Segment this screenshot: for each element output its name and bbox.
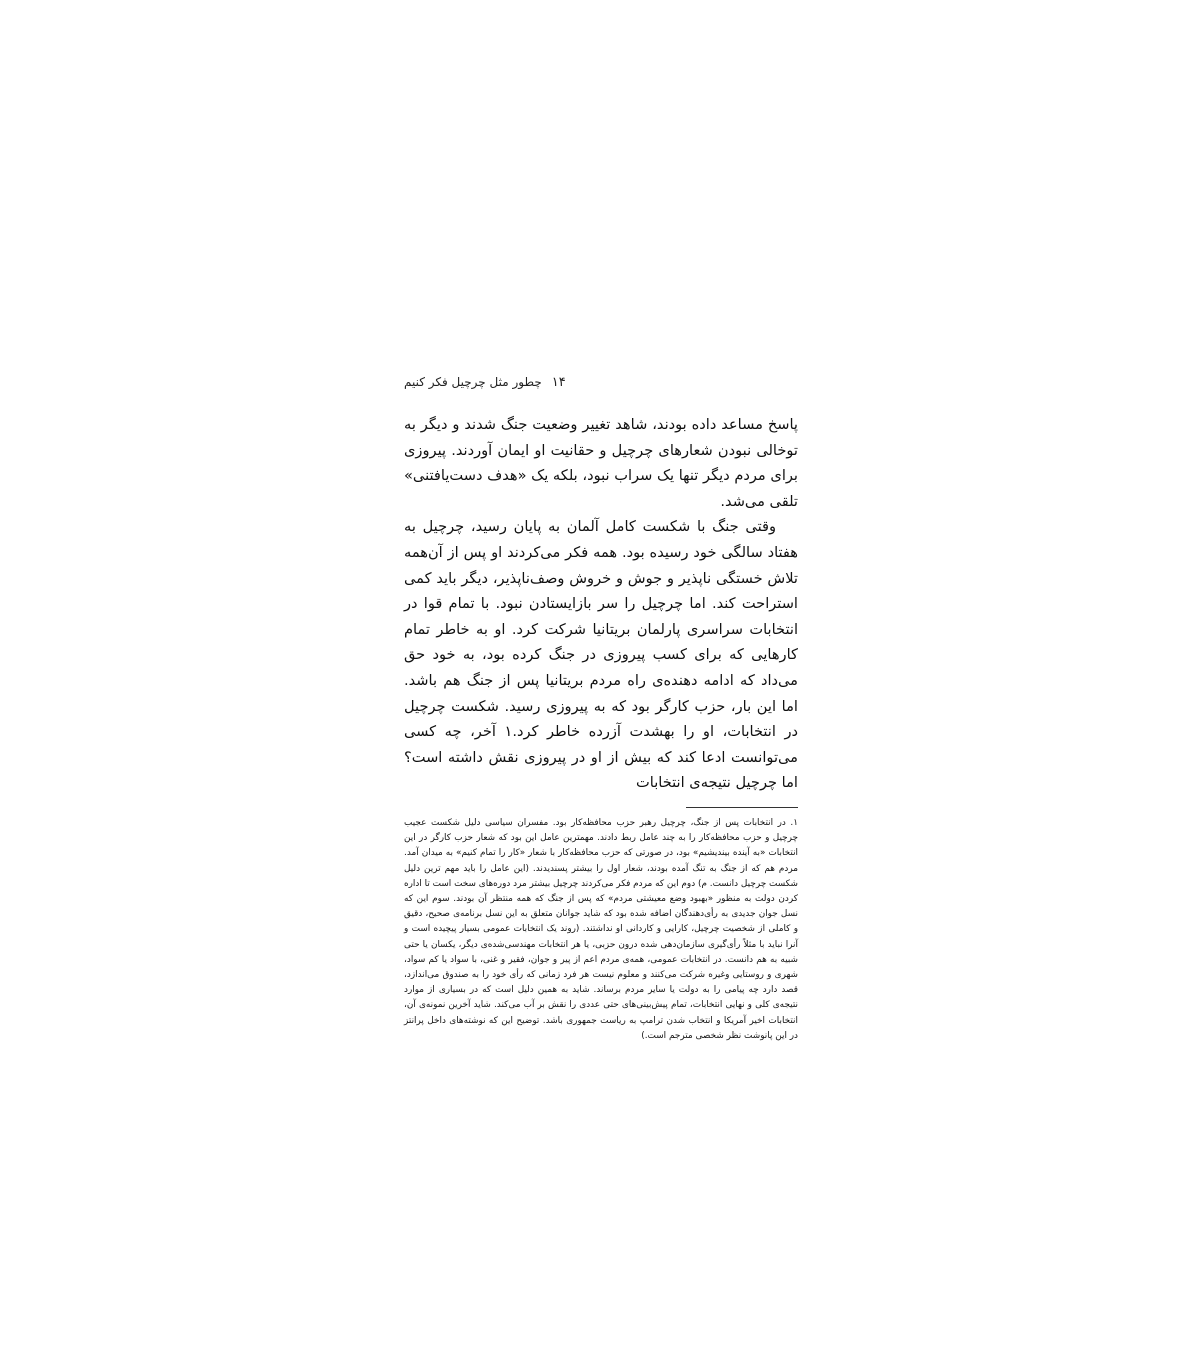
footnote-divider: [686, 807, 798, 808]
running-title: چطور مثل چرچیل فکر کنیم: [404, 375, 542, 389]
body-text: [404, 412, 798, 796]
paragraph: وقتی جنگ با شکست کامل آلمان به پایان رسید، چرچیل به هفتاد سالگی خود رسیده بود. همه فکر می‌کردند او پس از آن‌همه تلاش خستگی ناپذیر و جوش و خروش وصف‌ناپذیر، دیگر باید کمی استراحت کند. اما چرچیل را سر بازایستادن نبود. با تمام قوا در انتخابات سراسری پارلمان بریتانیا شرکت کرد. او به خاطر تمام کارهایی که برای کسب پیروزی در جنگ کرده بود، به خود حق می‌داد که ادامه دهنده‌ی راه مردم بریتانیا پس از جنگ هم باشد. اما این بار، حزب کارگر بود که به پیروزی رسید. شکست چرچیل در انتخابات، او را بهشدت آزرده خاطر کرد.۱ آخر، چه کسی می‌توانست ادعا کند که بیش از او در پیروزی نقش داشته است؟ اما چرچیل نتیجه‌ی انتخابات: [404, 518, 799, 792]
paragraph: پاسخ مساعد داده بودند، شاهد تغییر وضعیت جنگ شدند و دیگر به توخالی نبودن شعارهای چرچیل و حقانیت او ایمان آوردند. پیروزی برای مردم دیگر تنها یک سراب نبود، بلکه یک «هدف دست‌یافتنی» تلقی می‌شد.: [404, 416, 798, 510]
page-number: ۱۴: [551, 375, 566, 390]
running-header: [404, 372, 798, 396]
footnote: ۱. در انتخابات پس از جنگ، چرچیل رهبر حزب محافظه‌کار بود. مفسران سیاسی دلیل شکست عجیب چرچیل و حزب محافظه‌کار را به چند عامل ربط دادند. مهمترین عامل این بود که شعار حزب کارگر در این انتخابات «به آینده بیندیشیم» بود، در صورتی که حزب محافظه‌کار با شعار «کار را تمام کنیم» به میدان آمد. مردم هم که از جنگ به تنگ آمده بودند، شعار اول را بیشتر پسندیدند. (این عامل را باید مهم ترین دلیل شکست چرچیل دانست. م) دوم این که مردم فکر می‌کردند چرچیل بیشتر مرد دوره‌های سخت است تا اداره کردن دولت به منظور «بهبود وضع معیشتی مردم» که پس از جنگ که همه منتظر آن بودند. سوم این که نسل جوان جدیدی به رأی‌دهندگان اضافه شده بود که شاید جوانان متعلق به این نسل برنامه‌ی صحیح، دقیق و کاملی از شخصیت چرچیل، کارایی و کاردانی او نداشتند. (روند یک انتخابات عمومی بسیار پیچیده است و آنرا نباید با مثلاً رأی‌گیری سازمان‌دهی شده درون حزبی، یا هر انتخابات مهندسی‌شده‌ی دیگر، یکسان یا حتی شبیه به هم دانست. در انتخابات عمومی، همه‌ی مردم اعم از پیر و جوان، فقیر و غنی، با سواد یا کم سواد، شهری و روستایی وغیره شرکت می‌کنند و معلوم نیست هر فرد زمانی که رأی خود را به صندوق می‌اندازد، قصد دارد چه پیامی را به دولت یا سایر مردم برساند. شاید به همین دلیل است که در بسیاری از موارد نتیجه‌ی کلی و نهایی انتخابات، تمام پیش‌بینی‌های حتی عددی را نقش بر آب می‌کند. شاید آخرین نمونه‌ی آن، انتخابات اخیر آمریکا و انتخاب شدن ترامپ به ریاست جمهوری باشد. توضیح این که نوشته‌های داخل پرانتز در این پانوشت نظر شخصی مترجم است.): [404, 817, 798, 1041]
book-page: [404, 372, 798, 1044]
